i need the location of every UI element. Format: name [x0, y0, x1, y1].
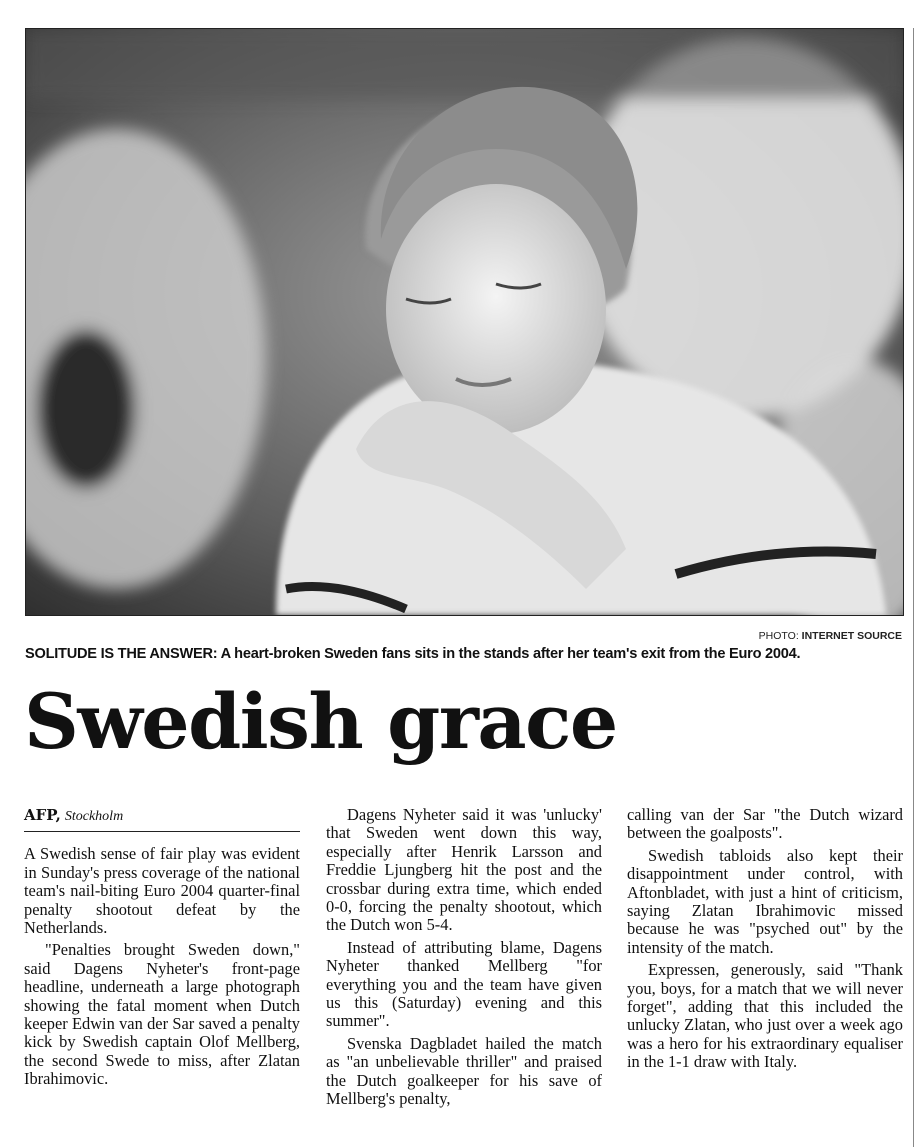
photo-credit: PHOTO: INTERNET SOURCE — [758, 630, 902, 642]
article-column-1 — [24, 806, 300, 1089]
caption-lead: SOLITUDE IS THE ANSWER: — [25, 646, 218, 662]
page-edge-rule — [913, 28, 914, 1147]
paragraph: Instead of attributing blame, Dagens Nyheter thanked Mellberg "for everything you and the team have given us this (Saturday) evening and this summer". — [326, 937, 602, 1031]
headline: Swedish grace — [24, 677, 617, 766]
photo-illustration — [26, 29, 903, 615]
paragraph: A Swedish sense of fair play was evident in Sunday's press coverage of the national team's nail-biting Euro 2004 quarter-final penalty shootout defeat by the Netherlands. — [24, 844, 300, 938]
paragraph: Expressen, generously, said "Thank you, boys, for a match that we will never forget", adding that this included the unlucky Zlatan, who just over a week ago was a hero for his extraordinary equaliser in the 1-1 draw with Italy. — [627, 960, 903, 1072]
paragraph: Swedish tabloids also kept their disappointment under control, with Aftonbladet, with just a hint of criticism, saying Zlatan Ibrahimovic missed because he was "psyched out" by the intensity of the match. — [627, 845, 903, 957]
article-column-3 — [627, 806, 903, 1072]
paragraph: Dagens Nyheter said it was 'unlucky' that Sweden went down this way, especially after Henrik Larsson and Freddie Ljungberg hit the post and the crossbar during extra time, which ended 0-0, forcing the penalty shootout, which the Dutch won 5-4. — [326, 805, 602, 935]
byline: AFP, Stockholm — [24, 806, 300, 832]
paragraph: Svenska Dagbladet hailed the match as "an unbelievable thriller" and praised the Dutch goalkeeper for his save of Mellberg's penalty, — [326, 1033, 602, 1109]
article-column-2 — [326, 806, 602, 1109]
paragraph: calling van der Sar "the Dutch wizard between the goalposts". — [627, 805, 903, 843]
photo-caption — [25, 646, 905, 662]
paragraph: "Penalties brought Sweden down," said Dagens Nyheter's front-page headline, underneath a large photograph showing the fatal moment when Dutch keeper Edwin van der Sar saved a penalty kick by Swedish captain Olof Mellberg, the second Swede to miss, after Zlatan Ibrahimovic. — [24, 940, 300, 1089]
caption-text: A heart-broken Sweden fans sits in the stands after her team's exit from the Euro 2004. — [217, 646, 801, 662]
news-photo — [25, 28, 904, 616]
